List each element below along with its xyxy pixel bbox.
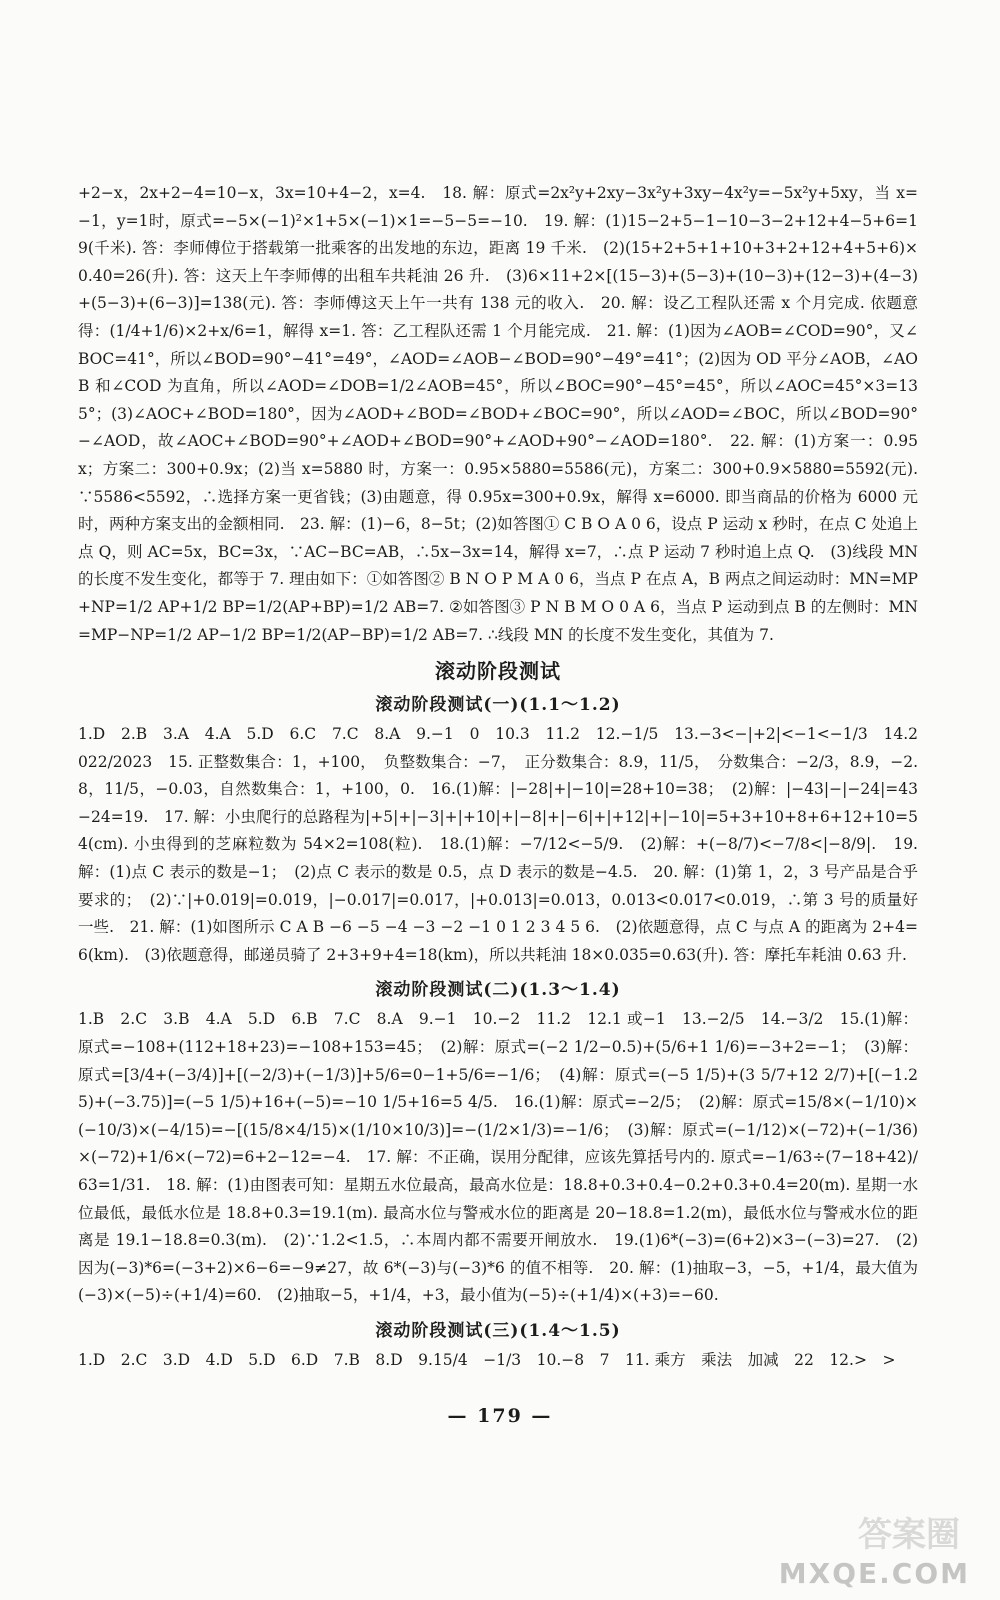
answer-paragraph: 1.D 2.C 3.D 4.D 5.D 6.D 7.B 8.D 9.15/4 −1/3 10.−8 7 11. 乘方 乘法 加减 22 12.> > xyxy=(78,1350,896,1369)
watermark-url: MXQE.COM xyxy=(778,1557,970,1590)
document-body xyxy=(78,180,918,1375)
watermark-logo: 答案圈 xyxy=(858,1515,960,1555)
test-heading: 滚动阶段测试(三)(1.4～1.5) xyxy=(375,1320,621,1341)
page-number: — 179 — xyxy=(447,1405,553,1427)
answer-paragraph: +2−x，2x+2−4=10−x，3x=10+4−2，x=4. 18. 解：原式=2x²y+2xy−3x²y+3xy−4x²y=−5x²y+5xy，当 x=−1，y=1时，原式=−5×(−1)²×1+5×(−1)×1=−5−5=−10. 19. 解：(1)15−2+5−1−10−3−2+12+4−5+6=19(千米). 答：李师傅位于搭载第一批乘客的出发地的东边，距离 19 千米. (2)(15+2+5+1+10+3+2+12+4+5+6)×0.40=26(升). 答：这天上午李师傅的出租车共耗油 26 升. (3)6×11+2×[(15−3)+(5−3)+(10−3)+(12−3)+(4−3)+(5−3)+(6−3)]=138(元). 答：李师傅这天上午一共有 138 元的收入. 20. 解：设乙工程队还需 x 个月完成. 依题意得：(1/4+1/6)×2+x/6=1，解得 x=1. 答：乙工程队还需 1 个月能完成. 21. 解：(1)因为∠AOB=∠COD=90°，又∠BOC=41°，所以∠BOD=90°−41°=49°，∠AOD=∠AOB−∠BOD=90°−49°=41°；(2)因为 OD 平分∠AOB，∠AOB 和∠COD 为直角，所以∠AOD=∠DOB=1/2∠AOB=45°，所以∠BOC=90°−45°=45°，所以∠AOC=45°×3=135°；(3)∠AOC+∠BOD=180°，因为∠AOD+∠BOD=∠BOD+∠BOC=90°，所以∠AOD=∠BOC，所以∠BOD=90°−∠AOD，故∠AOC+∠BOD=90°+∠AOD+∠BOD=90°+∠AOD+90°−∠AOD=180°. 22. 解：(1)方案一：0.95x；方案二：300+0.9x；(2)当 x=5880 时，方案一：0.95×5880=5586(元)，方案二：300+0.9×5880=5592(元). ∵5586<5592，∴选择方案一更省钱；(3)由题意，得 0.95x=300+0.9x，解得 x=6000. 即当商品的价格为 6000 元时，两种方案支出的金额相同. 23. 解：(1)−6，8−5t；(2)如答图① C B O A 0 6，设点 P 运动 x 秒时，在点 C 处追上点 Q，则 AC=5x，BC=3x，∵AC−BC=AB，∴5x−3x=14，解得 x=7，∴点 P 运动 7 秒时追上点 Q. (3)线段 MN 的长度不发生变化，都等于 7. 理由如下：①如答图② B N O P M A 0 6，当点 P 在点 A，B 两点之间运动时：MN=MP+NP=1/2 AP+1/2 BP=1/2(AP+BP)=1/2 AB=7. ②如答图③ P N B M O 0 A 6，当点 P 运动到点 B 的左侧时：MN=MP−NP=1/2 AP−1/2 BP=1/2(AP−BP)=1/2 AB=7. ∴线段 MN 的长度不发生变化，其值为 7. xyxy=(78,184,918,644)
section-title: 滚动阶段测试 xyxy=(435,659,561,684)
answer-paragraph: 1.B 2.C 3.B 4.A 5.D 6.B 7.C 8.A 9.−1 10.−2 11.2 12.1 或−1 13.−2/5 14.−3/2 15.(1)解：原式=−108+(112+18+23)=−108+153=45； (2)解：原式=(−2 1/2−0.5)+(5/6+1 1/6)=−3+2=−1； (3)解：原式=[3/4+(−3/4)]+[(−2/3)+(−1/3)]+5/6=0−1+5/6=−1/6； (4)解：原式=(−5 1/5)+(3 5/7+12 2/7)+[(−1.25)+(−3.75)]=(−5 1/5)+16+(−5)=−10 1/5+16=5 4/5. 16.(1)解：原式=−2/5； (2)解：原式=15/8×(−1/10)×(−10/3)×(−4/15)=−[(15/8×4/15)×(1/10×10/3)]=−(1/2×1/3)=−1/6； (3)解：原式=(−1/12)×(−72)+(−1/36)×(−72)+1/6×(−72)=6+2−12=−4. 17. 解：不正确，误用分配律，应该先算括号内的. 原式=−1/63÷(7−18+42)/63=1/31. 18. 解：(1)由图表可知：星期五水位最高，最高水位是：18.8+0.3+0.4−0.2+0.3+0.4=20(m). 星期一水位最低，最低水位是 18.8+0.3=19.1(m). 最高水位与警戒水位的距离是 20−18.8=1.2(m)，最低水位与警戒水位的距离是 19.1−18.8=0.3(m). (2)∵1.2<1.5，∴本周内都不需要开闸放水. 19.(1)6*(−3)=(6+2)×3−(−3)=27. (2)因为(−3)*6=(−3+2)×6−6=−9≠27，故 6*(−3)与(−3)*6 的值不相等. 20. 解：(1)抽取−3，−5，+1/4，最大值为(−3)×(−5)÷(+1/4)=60. (2)抽取−5，+1/4，+3，最小值为(−5)÷(+1/4)×(+3)=−60. xyxy=(78,1010,918,1305)
test-heading: 滚动阶段测试(一)(1.1～1.2) xyxy=(375,695,621,716)
answer-paragraph: 1.D 2.B 3.A 4.A 5.D 6.C 7.C 8.A 9.−1 0 10.3 11.2 12.−1/5 13.−3<−|+2|<−1<−1/3 14.2022/2023 15. 正整数集合：1，+100， 负整数集合：−7， 正分数集合：8.9，11/5， 分数集合：−2/3，8.9，−2.8，11/5，−0.03，自然数集合：1，+100，0. 16.(1)解：|−28|+|−10|=28+10=38； (2)解：|−43|−|−24|=43−24=19. 17. 解：小虫爬行的总路程为|+5|+|−3|+|+10|+|−8|+|−6|+|+12|+|−10|=5+3+10+8+6+12+10=54(cm). 小虫得到的芝麻粒数为 54×2=108(粒). 18.(1)解：−7/12<−5/9. (2)解：+(−8/7)<−7/8<|−8/9|. 19. 解：(1)点 C 表示的数是−1； (2)点 C 表示的数是 0.5，点 D 表示的数是−4.5. 20. 解：(1)第 1，2，3 号产品是合乎要求的； (2)∵|+0.019|=0.019，|−0.017|=0.017，|+0.013|=0.013，0.013<0.017<0.019，∴第 3 号的质量好一些. 21. 解：(1)如图所示 C A B −6 −5 −4 −3 −2 −1 0 1 2 3 4 5 6. (2)依题意得，点 C 与点 A 的距离为 2+4=6(km). (3)依题意得，邮递员骑了 2+3+9+4=18(km)，所以共耗油 18×0.035=0.63(升). 答：摩托车耗油 0.63 升. xyxy=(78,725,918,964)
test-heading: 滚动阶段测试(二)(1.3～1.4) xyxy=(375,980,621,1001)
